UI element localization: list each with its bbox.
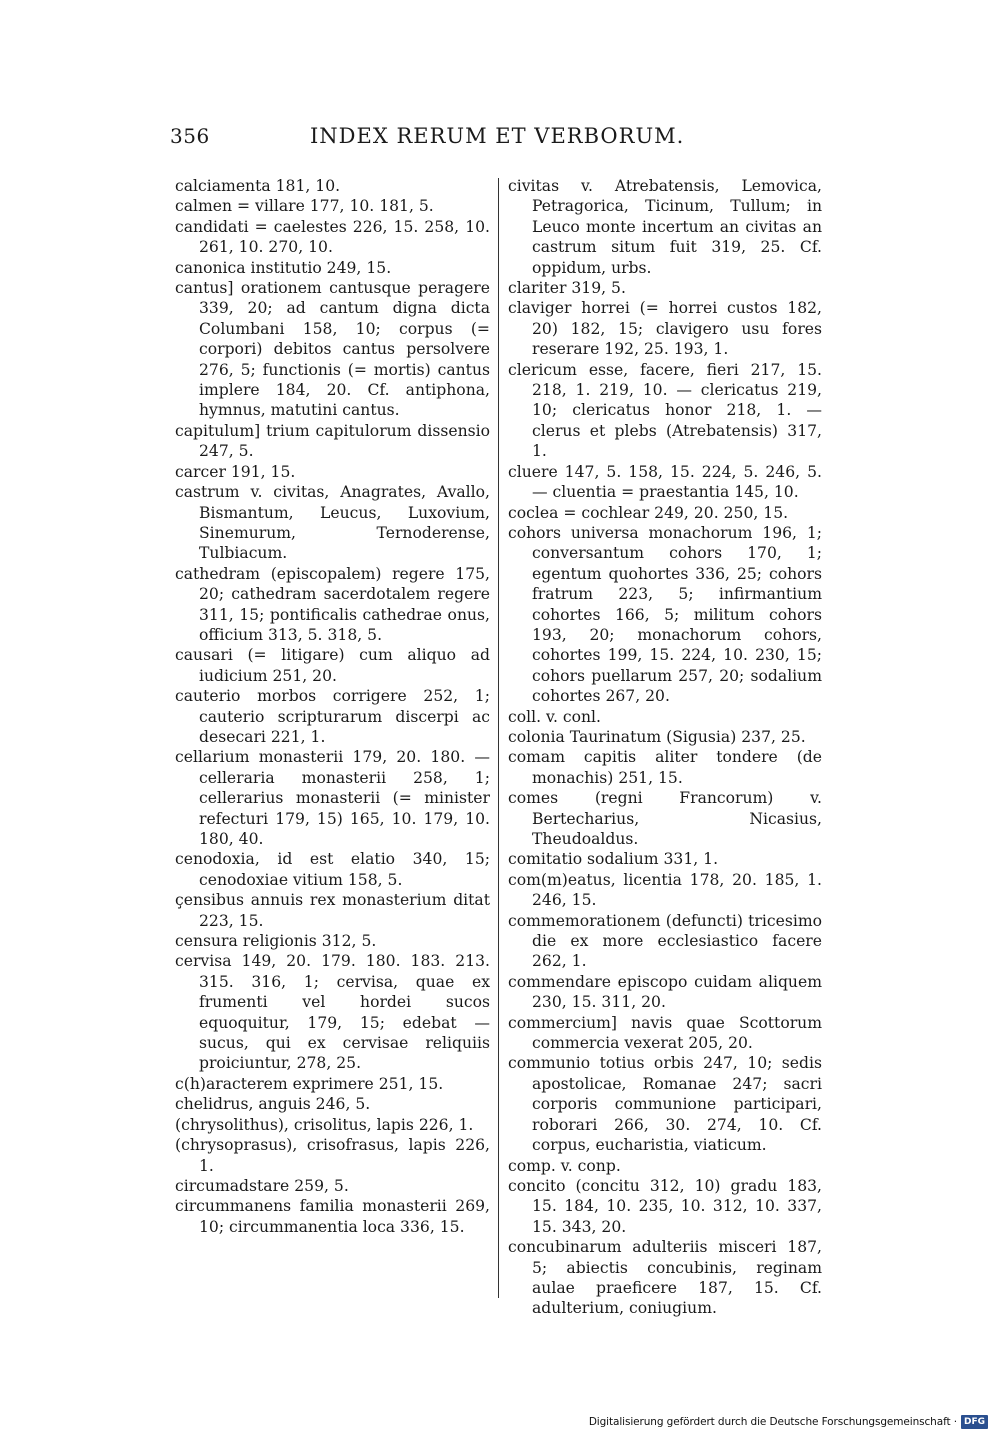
index-entry: com(m)eatus, licentia 178, 20. 185, 1. 246, 15. bbox=[508, 870, 822, 910]
index-entry: colonia Taurinatum (Sigusia) 237, 25. bbox=[508, 727, 806, 746]
index-entry: c(h)aracterem exprimere 251, 15. bbox=[175, 1074, 444, 1093]
index-entry: comes (regni Francorum) v. Bertecharius, Nicasius, Theudoaldus. bbox=[508, 789, 822, 848]
index-entry: cauterio morbos corrigere 252, 1; cauterio scripturarum discerpi ac desecari 221, 1. bbox=[175, 687, 490, 746]
index-entry: causari (= litigare) cum aliquo ad iudicium 251, 20. bbox=[175, 646, 490, 685]
index-entry: circumadstare 259, 5. bbox=[175, 1176, 349, 1195]
index-entry: calmen = villare 177, 10. 181, 5. bbox=[175, 197, 434, 216]
index-entry: clariter 319, 5. bbox=[508, 279, 626, 298]
index-entry: chelidrus, anguis 246, 5. bbox=[175, 1095, 371, 1114]
index-entry: concito (concitu 312, 10) gradu 183, 15. 184, 10. 235, 10. 312, 10. 337, 15. 343, 20. bbox=[508, 1176, 822, 1236]
index-entry: communio totius orbis 247, 10; sedis apostolicae, Romanae 247; sacri corporis communione participari, roborari 266, 30. 274, 10. Cf. corpus, eucharistia, viaticum. bbox=[508, 1054, 822, 1155]
index-entry: circummanens familia monasterii 269, 10; circummanentia loca 336, 15. bbox=[175, 1197, 490, 1236]
index-entry: coll. v. conl. bbox=[508, 707, 601, 726]
index-entry: commendare episcopo cuidam aliquem 230, 15. 311, 20. bbox=[508, 972, 822, 1012]
index-entry: (chrysoprasus), crisofrasus, lapis 226, 1. bbox=[175, 1136, 490, 1175]
index-entry: cluere 147, 5. 158, 15. 224, 5. 246, 5. — cluentia = praestantia 145, 10. bbox=[508, 462, 822, 502]
index-entry: capitulum] trium capitulorum dissensio 247, 5. bbox=[175, 421, 490, 461]
index-entry: candidati = caelestes 226, 15. 258, 10. 261, 10. 270, 10. bbox=[175, 217, 490, 257]
funding-credit: Digitalisierung gefördert durch die Deutsche Forschungsgemeinschaft · bbox=[588, 1416, 957, 1428]
left-column bbox=[175, 176, 490, 1237]
index-entry: cantus] orationem cantusque peragere 339, 20; ad cantum digna dicta Columbani 158, 10; corpus (= corpori) debitos cantus persolvere 276, 5; functionis (= mortis) cantus implere 184, 20. Cf. antiphona, hymnus, matutini cantus. bbox=[175, 279, 490, 420]
index-entry: comitatio sodalium 331, 1. bbox=[508, 850, 719, 869]
index-entry: carcer 191, 15. bbox=[175, 462, 296, 481]
index-entry: calciamenta 181, 10. bbox=[175, 177, 341, 195]
index-entry: commercium] navis quae Scottorum commercia vexerat 205, 20. bbox=[508, 1013, 822, 1053]
dfg-logo: DFG bbox=[961, 1415, 988, 1429]
index-entry: (chrysolithus), crisolitus, lapis 226, 1. bbox=[175, 1115, 474, 1134]
index-entry: castrum v. civitas, Anagrates, Avallo, Bismantum, Leucus, Luxovium, Sinemurum, Ternoderense, Tulbiacum. bbox=[175, 483, 490, 563]
index-entry: comam capitis aliter tondere (de monachis) 251, 15. bbox=[508, 748, 822, 787]
index-entry: censura religionis 312, 5. bbox=[175, 932, 377, 951]
right-column bbox=[508, 176, 822, 1319]
index-entry: cervisa 149, 20. 179. 180. 183. 213. 315. 316, 1; cervisa, quae ex frumenti vel hordei sucos equoquitur, 179, 15; edebat — sucus, qui ex cervisae reliquiis proiciuntur, 278, 25. bbox=[175, 952, 490, 1073]
index-entry: çensibus annuis rex monasterium ditat 223, 15. bbox=[175, 891, 490, 930]
index-entry: civitas v. Atrebatensis, Lemovica, Petragorica, Ticinum, Tullum; in Leuco monte incertum an civitas an castrum situm fuit 319, 25. Cf. oppidum, urbs. bbox=[508, 177, 822, 277]
index-entry: cellarium monasterii 179, 20. 180. — celleraria monasterii 258, 1; cellerarius monasterii (= minister refecturi 179, 15) 165, 10. 179, 10. 180, 40. bbox=[175, 748, 490, 848]
index-entry: clericum esse, facere, fieri 217, 15. 218, 1. 219, 10. — clericatus 219, 10; clericatus honor 218, 1. — clerus et plebs (Atrebatensis) 317, 1. bbox=[508, 360, 822, 461]
index-entry: cathedram (episcopalem) regere 175, 20; cathedram sacerdotalem regere 311, 15; pontificalis cathedrae onus, officium 313, 5. 318, 5. bbox=[175, 564, 490, 644]
index-entry: cenodoxia, id est elatio 340, 15; cenodoxiae vitium 158, 5. bbox=[175, 850, 490, 889]
running-head: INDEX RERUM ET VERBORUM. bbox=[310, 124, 685, 148]
index-entry: comp. v. conp. bbox=[508, 1156, 621, 1175]
page-number: 356 bbox=[170, 124, 210, 148]
index-entry: cohors universa monachorum 196, 1; conversantum cohors 170, 1; egentum quohortes 336, 25; cohors fratrum 223, 5; infirmantium cohortes 166, 5; militum cohors 193, 20; monachorum cohors, cohortes 199, 15. 224, 10. 230, 15; cohors puellarum 257, 20; sodalium cohortes 267, 20. bbox=[508, 523, 822, 706]
index-entry: concubinarum adulteriis misceri 187, 5; abiectis concubinis, reginam aulae praeficere 187, 15. Cf. adulterium, coniugium. bbox=[508, 1238, 822, 1318]
index-entry: canonica institutio 249, 15. bbox=[175, 258, 392, 277]
column-divider bbox=[498, 178, 499, 1298]
page-header bbox=[170, 124, 842, 158]
index-entry: claviger horrei (= horrei custos 182, 20) 182, 15; clavigero usu fores reserare 192, 25. 193, 1. bbox=[508, 299, 822, 359]
index-entry: commemorationem (defuncti) tricesimo die ex more ecclesiastico facere 262, 1. bbox=[508, 911, 822, 971]
digitization-footer bbox=[589, 1413, 988, 1431]
index-entry: coclea = cochlear 249, 20. 250, 15. bbox=[508, 503, 789, 522]
